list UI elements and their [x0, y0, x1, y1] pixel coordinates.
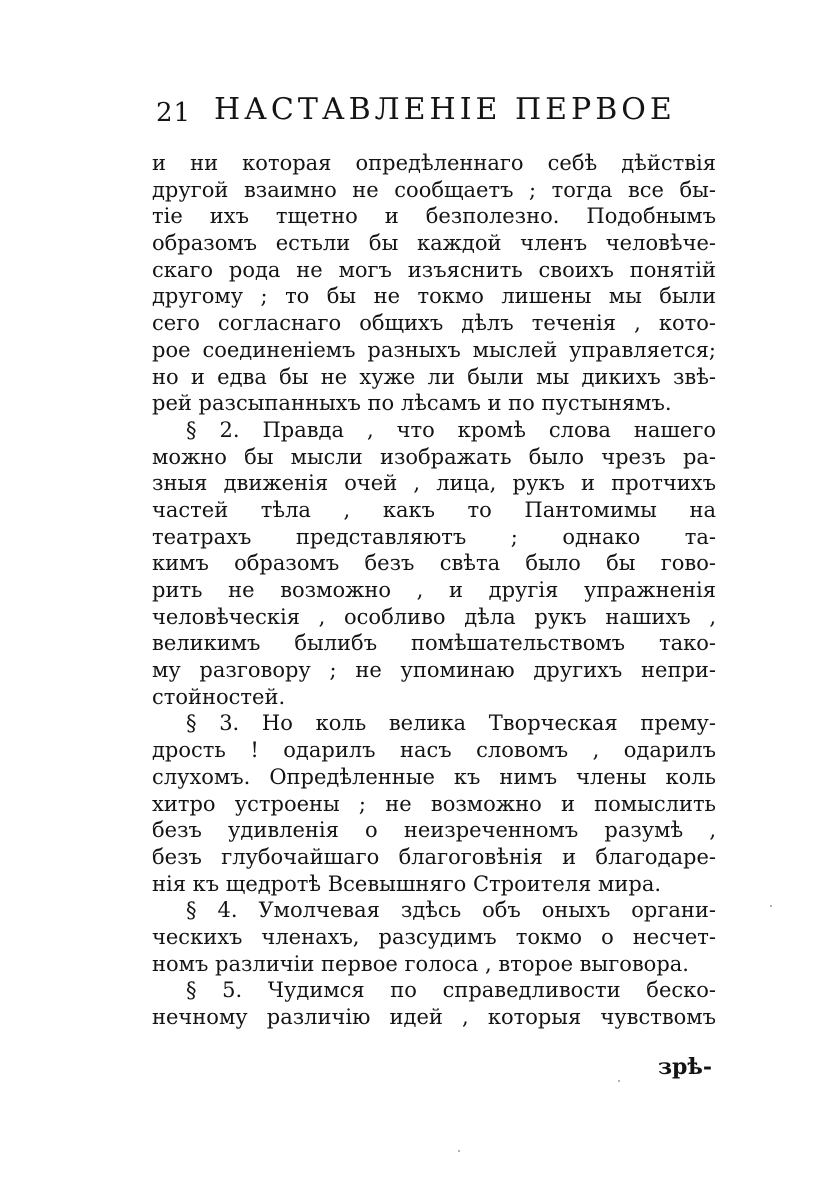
text-line: номъ различіи первое голоса , второе выговора.	[152, 951, 689, 976]
text-line: но и едва бы не хуже ли были мы дикихъ звѣ-	[152, 364, 716, 389]
text-line: скаго рода не могъ изъяснить своихъ понятій	[152, 257, 716, 282]
text-line: § 3. Но коль велика Творческая прему-	[186, 711, 716, 736]
text-line: великимъ былибъ помѣшательствомъ тако-	[152, 631, 716, 656]
text-line: рить не возможно , и другія упражненія	[152, 578, 716, 602]
text-line: ческихъ членахъ, разсудимъ токмо о несчет-	[152, 924, 716, 949]
text-line: стойностей.	[152, 684, 286, 709]
text-line: хитро устроены ; не возможно и помыслить	[152, 791, 716, 816]
text-line: человѣческія , особливо дѣла рукъ нашихъ ,	[152, 604, 716, 629]
text-line: рое соединеніемъ разныхъ мыслей управляется;	[152, 337, 716, 362]
text-line: кимъ образомъ безъ свѣта было бы гово-	[152, 551, 716, 576]
page-number: 21	[156, 98, 192, 128]
text-line: другому ; то бы не токмо лишены мы были	[152, 284, 716, 309]
text-line: нечному различію идей , которыя чувствомъ	[152, 1005, 716, 1029]
text-line: безъ удивленія о неизреченномъ разумѣ ,	[152, 818, 716, 843]
paper-speck	[618, 1080, 620, 1082]
text-line: § 2. Правда , что кромѣ слова нашего	[186, 417, 716, 442]
text-line: слухомъ. Опредѣленные къ нимъ члены коль	[152, 764, 716, 789]
text-line: § 5. Чудимся по справедливости беско-	[186, 978, 716, 1003]
text-line: зныя движенія очей , лица, рукъ и протчихъ	[152, 471, 716, 496]
text-line: му разговору ; не упоминаю другихъ непри-	[152, 658, 716, 683]
text-line: нія къ щедротѣ Всевышняго Строителя мира.	[152, 871, 662, 896]
text-line: § 4. Умолчевая здѣсь объ оныхъ органи-	[186, 898, 716, 923]
text-line: театрахъ представляютъ ; однако та-	[152, 524, 716, 549]
text-line: дрость ! одарилъ насъ словомъ , одарилъ	[152, 738, 716, 763]
catchword: зрѣ-	[657, 1054, 712, 1080]
text-line: образомъ естьли бы каждой членъ человѣче-	[152, 231, 716, 256]
running-title: НАСТАВЛЕНІЕ ПЕРВОЕ	[214, 92, 676, 127]
text-line: сего согласнаго общихъ дѣлъ теченія , кото-	[152, 311, 716, 336]
page-header	[156, 92, 716, 132]
text-line: рей разсыпанныхъ по лѣсамъ и по пустынямъ.	[152, 391, 672, 416]
text-line: тіе ихъ тщетно и безполезно. Подобнымъ	[152, 204, 716, 229]
paper-speck	[770, 905, 772, 907]
text-line: другой взаимно не сообщаетъ ; тогда все бы-	[152, 177, 716, 202]
text-line: можно бы мысли изображать было чрезъ ра-	[152, 444, 716, 469]
body-text	[152, 150, 716, 1031]
paper-speck	[458, 1150, 460, 1152]
text-line: безъ глубочайшаго благоговѣнія и благодаре-	[152, 844, 716, 869]
text-line: и ни которая опредѣленнаго себѣ дѣйствія	[152, 151, 716, 175]
text-line: частей тѣла , какъ то Пантомимы на	[152, 497, 716, 522]
